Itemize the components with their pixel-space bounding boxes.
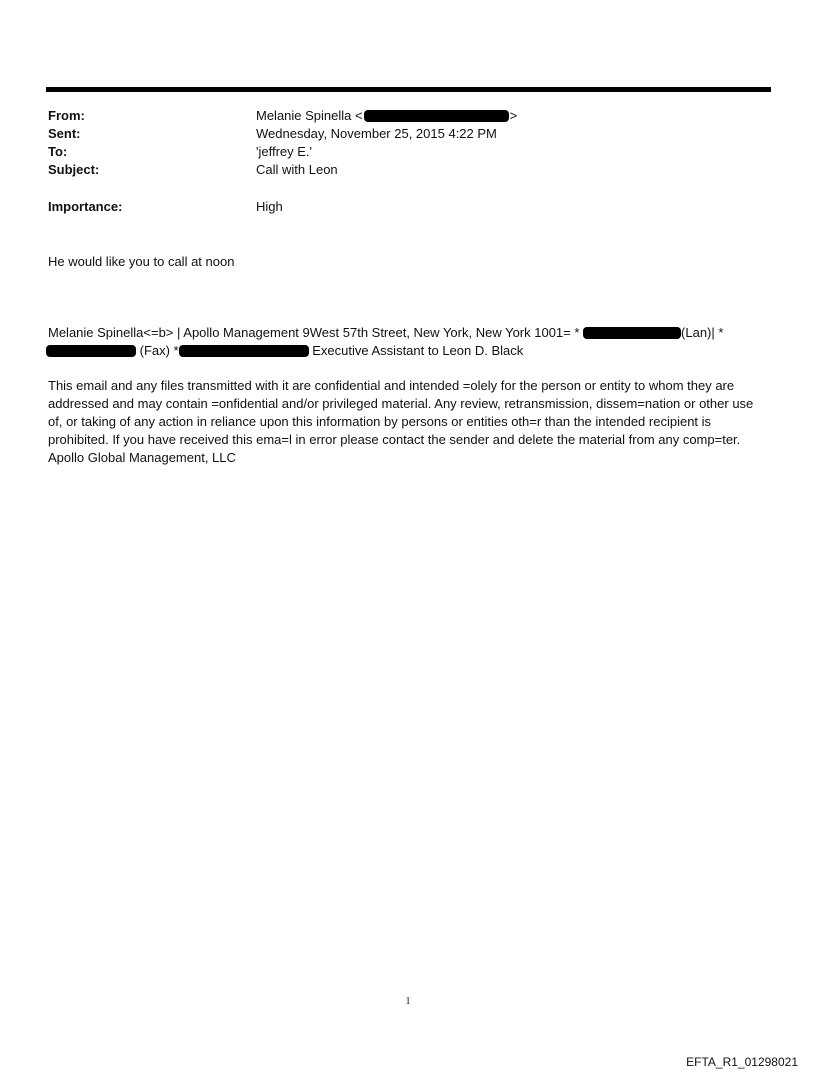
to-label: To: bbox=[48, 144, 68, 159]
signature-block bbox=[48, 324, 768, 360]
from-value bbox=[256, 107, 768, 125]
subject-value: Call with Leon bbox=[256, 162, 338, 177]
email-header bbox=[48, 107, 768, 216]
signature-lan-label: (Lan)| * bbox=[681, 325, 724, 340]
redacted-mobile-number bbox=[179, 345, 309, 357]
redacted-lan-number bbox=[583, 327, 681, 339]
from-row bbox=[48, 107, 768, 125]
signature-title: Executive Assistant to Leon D. Black bbox=[312, 343, 524, 358]
from-label: From: bbox=[48, 108, 85, 123]
redacted-email bbox=[364, 110, 509, 122]
redacted-fax-number bbox=[46, 345, 136, 357]
subject-label: Subject: bbox=[48, 162, 100, 177]
message-body: He would like you to call at noon bbox=[48, 254, 235, 269]
sent-row bbox=[48, 125, 768, 143]
sent-value: Wednesday, November 25, 2015 4:22 PM bbox=[256, 126, 497, 141]
from-close: > bbox=[509, 108, 518, 123]
signature-line-2 bbox=[48, 342, 768, 360]
to-value: 'jeffrey E.' bbox=[256, 144, 313, 159]
from-name: Melanie Spinella < bbox=[256, 108, 363, 123]
signature-contact-text: Melanie Spinella<=b> | Apollo Management 9West 57th Street, New York, New York 1001= * bbox=[48, 325, 584, 340]
signature-fax-label: (Fax) * bbox=[136, 343, 179, 358]
sent-label: Sent: bbox=[48, 126, 81, 141]
header-rule bbox=[46, 87, 771, 92]
confidentiality-disclaimer: This email and any files transmitted with it are confidential and intended =olely for the person or entity to whom they are addressed and may contain =onfidential and/or privileged material. Any review, retransmission, dissem=nation or other use of, or taking of any action in reliance upon this information by persons or entities oth=r than the intended recipient is prohibited. If you have received this ema=l in error please contact the sender and delete the material from any comp=ter. Apollo Global Management, LLC bbox=[48, 378, 754, 465]
to-row bbox=[48, 143, 768, 161]
signature-line-1 bbox=[48, 324, 768, 342]
document-id: EFTA_R1_01298021 bbox=[686, 1055, 798, 1069]
subject-row bbox=[48, 161, 768, 179]
importance-row bbox=[48, 198, 768, 216]
page-number: 1 bbox=[405, 996, 411, 1007]
importance-label: Importance: bbox=[48, 199, 123, 214]
importance-value: High bbox=[256, 199, 283, 214]
